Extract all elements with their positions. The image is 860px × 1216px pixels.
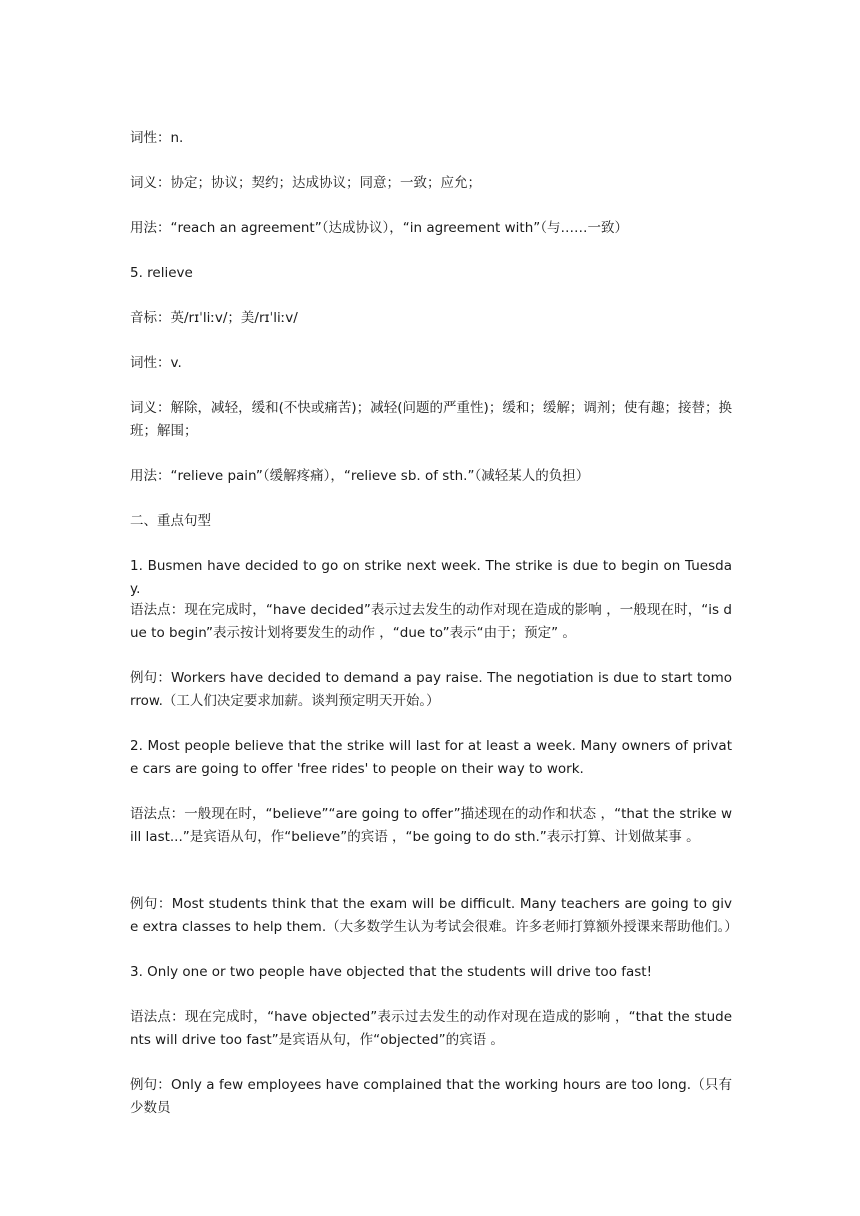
section-heading-key-sentences: 二、重点句型: [130, 513, 211, 529]
example-3: 例句：Only a few employees have complained that the working hours are too long.（只有少数员: [130, 1077, 732, 1116]
meaning-relieve: 词义：解除，减轻，缓和(不快或痛苦)；减轻(问题的严重性)；缓和；缓解；调剂；使有趣；接替；换班；解围；: [130, 400, 732, 439]
sentence-2: 2. Most people believe that the strike will last for at least a week. Many owners of private cars are going to offer 'free rides' to people on their way to work.: [130, 738, 732, 777]
grammar-point-3: 语法点：现在完成时，“have objected”表示过去发生的动作对现在造成的影响 ，“that the students will drive too fast”是宾语从句，作“objected”的宾语 。: [130, 1009, 732, 1048]
usage-agreement: 用法：“reach an agreement”（达成协议），“in agreement with”（与……一致）: [130, 220, 629, 236]
part-of-speech-n: 词性：n.: [130, 130, 184, 146]
usage-relieve: 用法：“relieve pain”（缓解疼痛），“relieve sb. of sth.”（减轻某人的负担）: [130, 468, 590, 484]
meaning-agreement: 词义：协定；协议；契约；达成协议；同意；一致；应允；: [130, 175, 481, 191]
phonetic-relieve: 音标：英/rɪˈliːv/；美/rɪˈliːv/: [130, 310, 298, 326]
grammar-point-2: 语法点：一般现在时，“believe”“are going to offer”描述现在的动作和状态 ，“that the strike will last...”是宾语从句，作“believe”的宾语 ，“be going to do sth.”表示打算、计划做某事 。: [130, 806, 732, 845]
example-2: 例句：Most students think that the exam will be difficult. Many teachers are going to give extra classes to help them.（大多数学生认为考试会很难。许多老师打算额外授课来帮助他们。）: [130, 896, 738, 935]
part-of-speech-v: 词性：v.: [130, 355, 182, 371]
sentence-3: 3. Only one or two people have objected that the students will drive too fast!: [130, 964, 653, 980]
sentence-1: 1. Busmen have decided to go on strike next week. The strike is due to begin on Tuesday.: [130, 558, 732, 597]
word-heading-relieve: 5. relieve: [130, 265, 193, 281]
grammar-point-1: 语法点：现在完成时，“have decided”表示过去发生的动作对现在造成的影响 ，一般现在时，“is due to begin”表示按计划将要发生的动作 ，“due to”表示“由于；预定” 。: [130, 602, 732, 641]
example-1: 例句：Workers have decided to demand a pay raise. The negotiation is due to start tomorrow.（工人们决定要求加薪。谈判预定明天开始。）: [130, 670, 732, 709]
